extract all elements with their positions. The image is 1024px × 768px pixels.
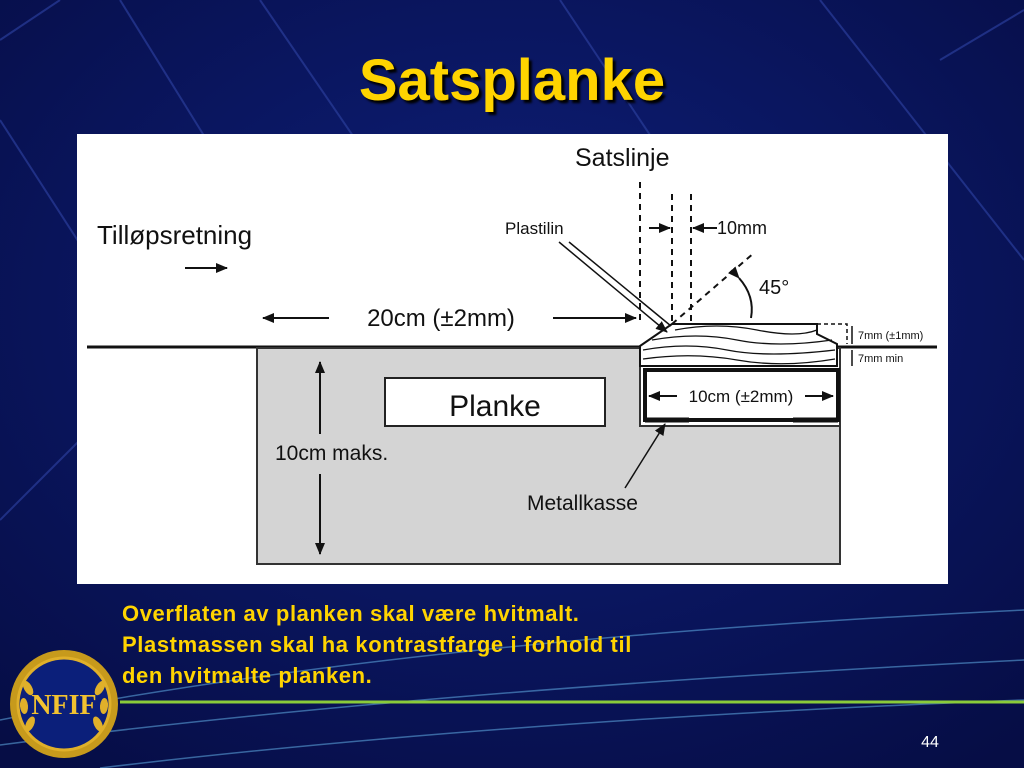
depth-7mm-label: 7mm min — [858, 353, 904, 365]
height-7mm-label: 7mm (±1mm) — [858, 330, 924, 342]
planke-label: Planke — [449, 390, 541, 423]
takeoff-board-diagram — [77, 134, 948, 584]
plasticine-label: Plastilin — [505, 219, 564, 238]
box-width-label: 10cm (±2mm) — [688, 387, 794, 406]
slide-title: Satsplanke — [358, 48, 666, 113]
angle-45-arc — [739, 278, 752, 318]
angle-45-line — [672, 252, 755, 324]
distance-label: 20cm (±2mm) — [367, 305, 515, 332]
takeoff-line-label: Satslinje — [575, 144, 670, 172]
direction-label: Tilløpsretning — [97, 220, 253, 250]
logo-letters: NFIF — [31, 690, 97, 721]
angle-45-label: 45° — [759, 277, 790, 299]
caption-line-3: den hvitmalte planken. — [122, 663, 373, 688]
plasticine-pointer-2 — [569, 242, 671, 326]
page-number: 44 — [921, 734, 939, 751]
caption-text — [122, 598, 882, 691]
diagram-svg — [77, 134, 948, 584]
height-max-label: 10cm maks. — [275, 442, 389, 465]
nfif-logo — [8, 648, 120, 760]
caption-line-1: Overflaten av planken skal være hvitmalt. — [122, 601, 580, 626]
width-10mm-label: 10mm — [717, 218, 768, 238]
metal-box-label: Metallkasse — [527, 492, 638, 515]
caption-line-2: Plastmassen skal ha kontrastfarge i forhold til — [122, 632, 632, 657]
